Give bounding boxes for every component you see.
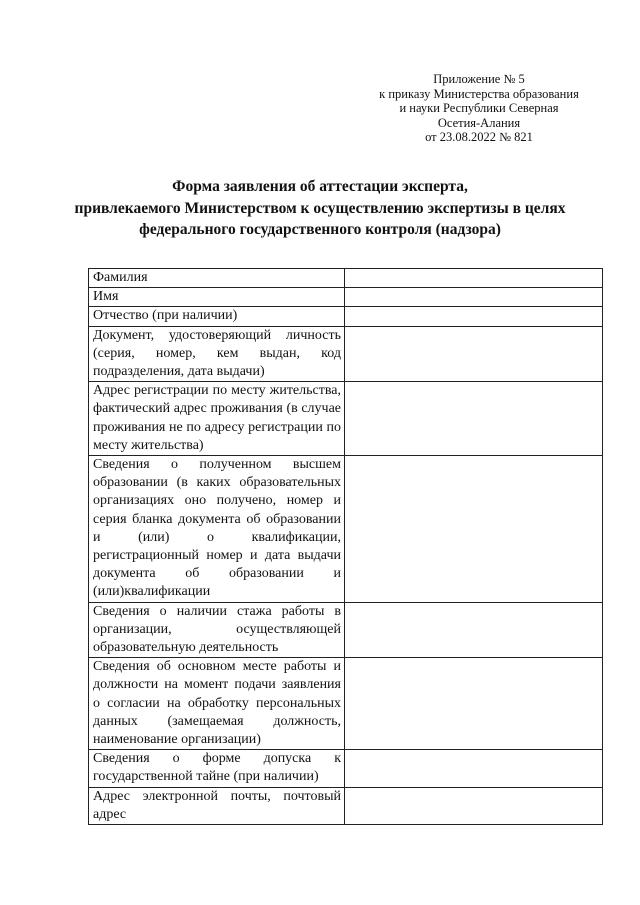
appendix-note: [370, 72, 588, 145]
title-line: Форма заявления об аттестации эксперта,: [172, 178, 468, 195]
field-label-email-postal-address: Адрес электронной почты, почтовый адрес: [89, 787, 345, 824]
title-line: федерального государственного контроля (надзора): [139, 221, 501, 238]
field-label-main-workplace: Сведения об основном месте работы и должности на момент подачи заявления о согласии на обработку персональных данных (замещаемая должность, наименование организации): [89, 658, 345, 750]
table-row: [89, 269, 603, 288]
field-label-surname: Фамилия: [89, 269, 345, 288]
table-row: [89, 382, 603, 456]
field-value-security-clearance[interactable]: [345, 750, 603, 787]
appendix-line: и науки Республики Северная: [399, 101, 559, 115]
appendix-line: Приложение № 5: [433, 72, 525, 86]
field-value-patronymic[interactable]: [345, 307, 603, 326]
table-row: [89, 326, 603, 382]
table-row: [89, 602, 603, 658]
field-value-email-postal-address[interactable]: [345, 787, 603, 824]
table-row: [89, 288, 603, 307]
field-label-identity-document: Документ, удостоверяющий личность (серия, номер, кем выдан, код подразделения, дата выдачи): [89, 326, 345, 382]
field-value-higher-education[interactable]: [345, 456, 603, 603]
field-label-work-experience: Сведения о наличии стажа работы в организации, осуществляющей образовательную деятельность: [89, 602, 345, 658]
table-row: [89, 750, 603, 787]
field-label-higher-education: Сведения о полученном высшем образовании (в каких образовательных организациях оно получено, номер и серия бланка документа об образовании и (или) о квалификации, регистрационный номер и дата выдачи документа об образовании и (или)квалификации: [89, 456, 345, 603]
field-label-security-clearance: Сведения о форме допуска к государственной тайне (при наличии): [89, 750, 345, 787]
field-value-surname[interactable]: [345, 269, 603, 288]
appendix-line: к приказу Министерства образования: [379, 86, 579, 101]
table-row: [89, 456, 603, 603]
field-value-identity-document[interactable]: [345, 326, 603, 382]
field-value-work-experience[interactable]: [345, 602, 603, 658]
form-title: [60, 176, 580, 241]
field-value-main-workplace[interactable]: [345, 658, 603, 750]
table-row: [89, 307, 603, 326]
field-value-name[interactable]: [345, 288, 603, 307]
field-label-address: Адрес регистрации по месту жительства, фактический адрес проживания (в случае проживания не по адресу регистрации по месту жительства): [89, 382, 345, 456]
field-label-patronymic: Отчество (при наличии): [89, 307, 345, 326]
title-line: привлекаемого Министерством к осуществлению экспертизы в целях: [74, 199, 566, 217]
field-label-name: Имя: [89, 288, 345, 307]
table-row: [89, 658, 603, 750]
appendix-line: от 23.08.2022 № 821: [425, 130, 533, 144]
appendix-line: Осетия-Алания: [437, 115, 521, 130]
field-value-address[interactable]: [345, 382, 603, 456]
application-form-table: [88, 268, 603, 825]
table-row: [89, 787, 603, 824]
